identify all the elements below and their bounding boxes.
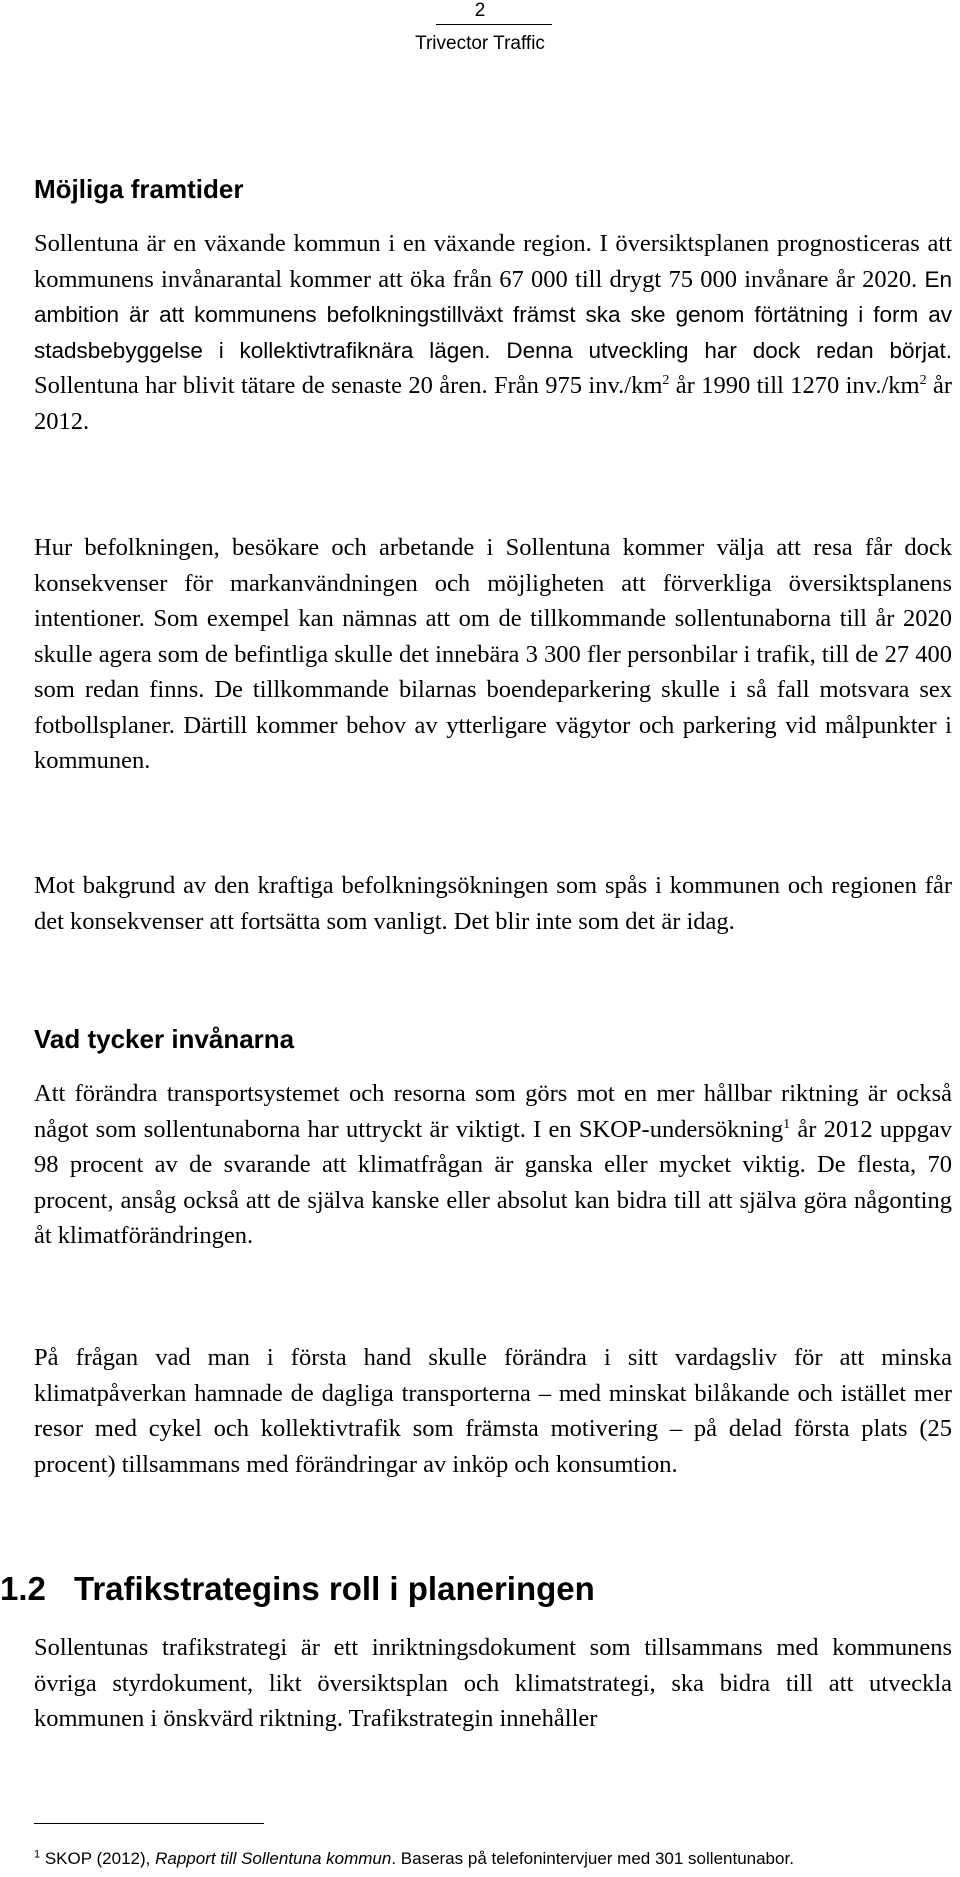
footnote-text-italic: Rapport till Sollentuna kommun — [155, 1849, 392, 1868]
paragraph-mojliga-1-b: En ambition är att kommunens befolkningstillväxt främst ska ske genom förtätning i form av stadsbebyggelse i kollektivtrafiknära lägen. Denna utveckling har dock redan börjat. — [34, 266, 952, 363]
paragraph-mojliga-1-a: Sollentuna är en växande kommun i en växande region. I översiktsplanen prognosticeras att kommunens invånarantal kommer att öka från 67 000 till drygt 75 000 invånare år 2020. — [34, 230, 952, 293]
superscript-2-a: 2 — [662, 372, 670, 388]
paragraph-mojliga-3: Mot bakgrund av den kraftiga befolkningsökningen som spås i kommunen och regionen får det konsekvenser att fortsätta som vanligt. Det blir inte som det är idag. — [34, 872, 952, 935]
paragraph-vad-1-b: år 2012 uppgav 98 procent av de svarande att klimatfrågan är ganska eller mycket viktig. De flesta, 70 procent, ansåg också att de själva kanske eller absolut kan bidra till att själva göra någonting åt klimatförändringen. — [34, 1115, 952, 1249]
header-rule — [436, 24, 552, 25]
heading-section-1-2 — [0, 1570, 595, 1608]
paragraph-mojliga-1-d: år 1990 till 1270 inv./km — [669, 372, 920, 399]
paragraph-vad-1-a: Att förändra transportsystemet och resorna som görs mot en mer hållbar riktning är också något som sollentunaborna har uttryckt är viktigt. I en SKOP-undersökning — [34, 1080, 952, 1143]
paragraph-section-1-2: Sollentunas trafikstrategi är ett inriktningsdokument som tillsammans med kommunens övriga styrdokument, likt översiktsplan och klimatstrategi, ska bidra till att utveckla kommunen i önskvärd riktning. Trafikstrategin innehåller — [34, 1634, 952, 1732]
footnote — [34, 1848, 952, 1870]
section-number: 1.2 — [0, 1570, 46, 1607]
page-number: 2 — [474, 0, 486, 21]
paragraph-vad-2: På frågan vad man i första hand skulle förändra i sitt vardagsliv för att minska klimatpåverkan hamnade de dagliga transporterna – med minskat bilåkande och istället mer resor med cykel och kollektivtrafik som främsta motivering – på delad första plats (25 procent) tillsammans med förändringar av inköp och konsumtion. — [34, 1344, 952, 1478]
paragraph-mojliga-2: Hur befolkningen, besökare och arbetande i Sollentuna kommer välja att resa får dock konsekvenser för markanvändningen och möjligheten att förverkliga översiktsplanens intentioner. Som exempel kan nämnas att om de tillkommande sollentunaborna till år 2020 skulle agera som de befintliga skulle det innebära 3 300 fler personbilar i trafik, till de 27 400 som redan finns. De tillkommande bilarnas boendeparkering skulle i så fall motsvara sex fotbollsplaner. Därtill kommer behov av ytterligare vägytor och parkering vid målpunkter i kommunen. — [34, 534, 952, 774]
paragraph-vad-1 — [34, 1076, 952, 1254]
heading-mojliga-framtider: Möjliga framtider — [34, 174, 244, 204]
footnote-marker: 1 — [34, 1848, 41, 1861]
paragraph-mojliga-1-c: Sollentuna har blivit tätare de senaste 20 åren. Från 975 inv./km — [34, 372, 663, 399]
paragraph-mojliga-1 — [34, 226, 952, 439]
footnote-reference-1: 1 — [783, 1116, 791, 1132]
footnote-rule — [34, 1823, 264, 1824]
paragraph-mojliga-1-e: år 2012. — [34, 372, 952, 435]
section-title: Trafikstrategins roll i planeringen — [74, 1570, 595, 1607]
heading-vad-tycker-invanarna: Vad tycker invånarna — [34, 1024, 295, 1054]
header-company: Trivector Traffic — [415, 33, 545, 54]
superscript-2-b: 2 — [919, 372, 927, 388]
footnote-text-b: . Baseras på telefonintervjuer med 301 sollentunabor. — [391, 1849, 794, 1868]
footnote-text-a: SKOP (2012), — [40, 1849, 156, 1868]
